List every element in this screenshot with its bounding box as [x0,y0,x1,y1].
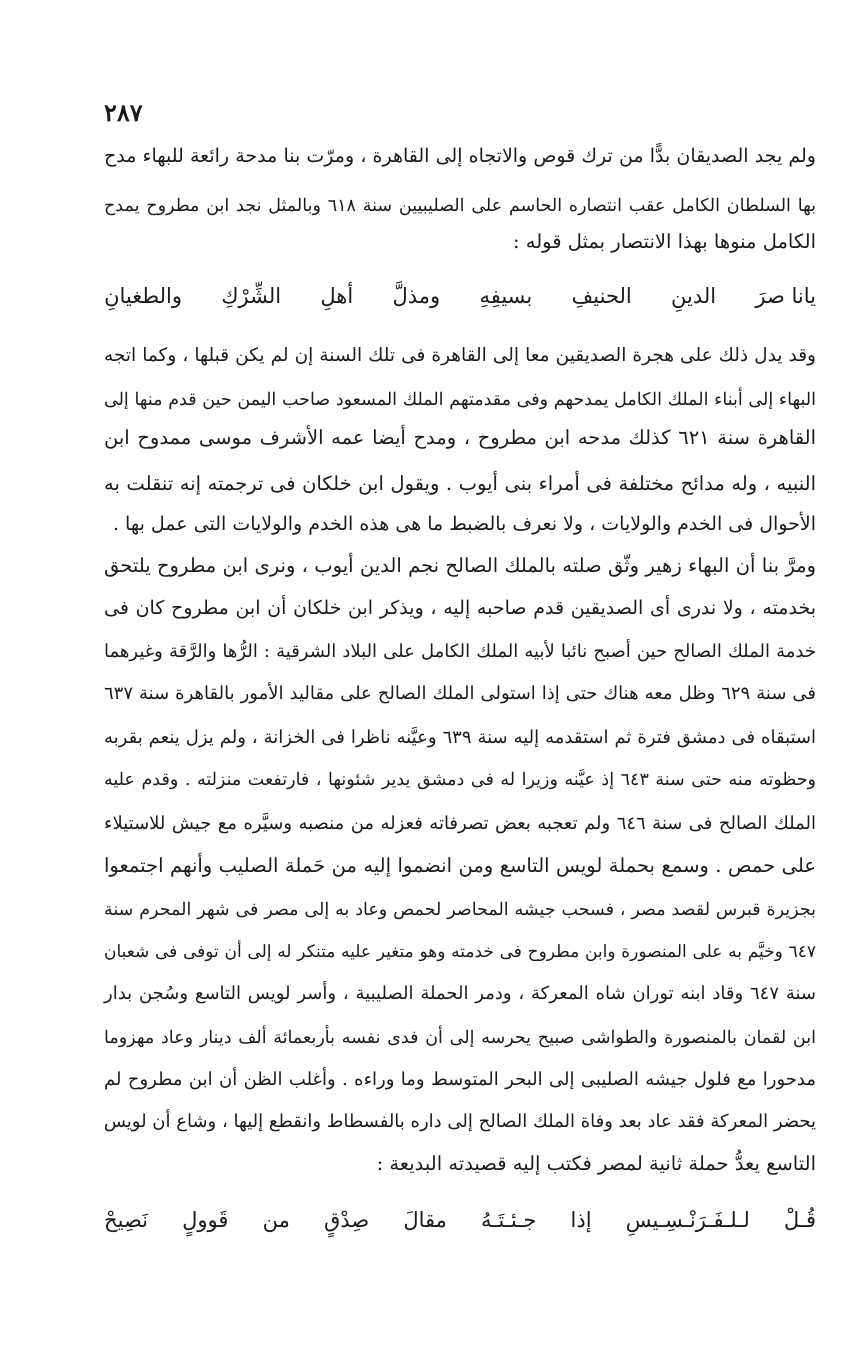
text-line: بجزيرة قبرس لقصد مصر ، فسحب جيشه المحاصر لحمص وعاد به إلى مصر فى شهر المحرم سنة [104,900,816,920]
verse-word: مقالَ [403,1208,447,1232]
verse-word: نَصِيحْ [104,1208,148,1232]
page-number: ٢٨٧ [104,98,143,127]
text-line: بخدمته ، ولا ندرى أى الصديقين قدم صاحبه إليه ، ويذكر ابن خلكان أن ابن مطروح كان فى [104,597,816,619]
text-line: التاسع يعدُّ حملة ثانية لمصر فكتب إليه قصيدته البديعة : [376,1152,816,1175]
verse-word: من [262,1208,290,1232]
verse-line [104,1200,816,1240]
text-line: مدحورا مع فلول جيشه الصليبى إلى البحر المتوسط وما وراءه . وأغلب الظن أن ابن مطروح لم [104,1069,816,1090]
text-line: على حمص . وسمع بحملة لويس التاسع ومن انضموا إليه من حَملة الصليب وأنهم اجتمعوا [104,854,816,877]
verse-word: أهلِ [320,284,354,308]
verse-word: الشِّرْكِ [221,284,282,308]
text-line: خدمة الملك الصالح حين أصبح نائبا لأبيه الملك الكامل على البلاد الشرقية : الرُّها والرَّقة وغيرهما [104,641,816,662]
text-line: الملك الصالح فى سنة ٦٤٦ ولم تعجبه بعض تصرفاته فعزله من منصبه وسيَّره مع جيش للاستيلاء [104,813,816,834]
text-line: استبقاه فى دمشق فترة ثم استقدمه إليه سنة ٦٣٩ وعيَّنه ناظرا فى الخزانة ، ولم يزل ينعم بقربه [104,727,816,748]
verse-word: يانا صرَ [755,284,816,308]
text-line: ولم يجد الصديقان بدًّا من ترك قوص والاتجاه إلى القاهرة ، ومرّت بنا مدحة رائعة للبهاء مدح [104,145,816,167]
text-line: يحضر المعركة فقد عاد بعد وفاة الملك الصالح إلى داره بالفسطاط وانقطع إليها ، وشاع أن لويس [103,1111,816,1132]
text-line: سنة ٦٤٧ وقاد ابنه توران شاه المعركة ، ودمر الحملة الصليبية ، وأسر لويس التاسع وسُجن بدار [104,983,817,1004]
verse-word: إذا [570,1208,592,1232]
verse-word: الحنيفِ [571,284,632,308]
text-line: الكامل منوها بهذا الانتصار بمثل قوله : [512,230,816,253]
text-line: بها السلطان الكامل عقب انتصاره الحاسم على الصليبيين سنة ٦١٨ وبالمثل نجد ابن مطروح يمدح [104,196,817,216]
text-line: الأحوال فى الخدم والولايات ، ولا نعرف بالضبط ما هى هذه الخدم والولايات التى عمل بها . [112,513,816,535]
verse-word: لـلـفَـرَنْـسِـيسِ [625,1208,750,1232]
verse-word: والطغيانِ [104,284,182,308]
text-line: النبيه ، وله مدائح مختلفة فى أمراء بنى أيوب . ويقول ابن خلكان فى ترجمته إنه تنقلت به [104,472,816,495]
verse-word: صِدْقٍ [324,1208,370,1232]
verse-word: ومذلَّ [392,284,441,308]
text-line: القاهرة سنة ٦٢١ كذلك مدحه ابن مطروح ، ومدح أيضا عمه الأشرف موسى ممدوح ابن [104,426,817,449]
verse-word: الدينِ [671,284,717,308]
verse-word: جـئـتَـهُ [481,1208,537,1232]
text-line: وحظوته منه حتى سنة ٦٤٣ إذ عيَّنه وزيرا له فى دمشق يدير شئونها ، فارتفعت منزلته . وقدم عليه [104,770,817,790]
text-line: وقد يدل ذلك على هجرة الصديقين معا إلى القاهرة فى تلك السنة إن لم يكن قبلها ، وكما اتجه [104,345,816,366]
text-line: ابن لقمان بالمنصورة والطواشى صبيح يحرسه إلى أن فدى نفسه بأربعمائة ألف دينار وعاد مهزوما [104,1028,816,1048]
text-line: ومرَّ بنا أن البهاء زهير وثّق صلته بالملك الصالح نجم الدين أيوب ، ونرى ابن مطروح يلتحق [104,554,816,577]
verse-word: قُـلْ [783,1208,816,1232]
verse-word: بسيفِهِ [479,284,533,308]
text-line: فى سنة ٦٢٩ وظل معه هناك حتى إذا استولى الملك الصالح على مقاليد الأمور بالقاهرة سنة ٦٣٧ [104,683,816,704]
text-line: البهاء إلى أبناء الملك الكامل يمدحهم وفى مقدمتهم الملك المسعود صاحب اليمن حين قدم منها إلى [104,390,816,410]
verse-line [104,276,816,316]
verse-word: قَوولٍ [182,1208,229,1232]
text-line: ٦٤٧ وخيَّم به على المنصورة وابن مطروح فى خدمته وهو متغير عليه متنكر له إلى أن توفى فى شعبان [104,942,816,962]
